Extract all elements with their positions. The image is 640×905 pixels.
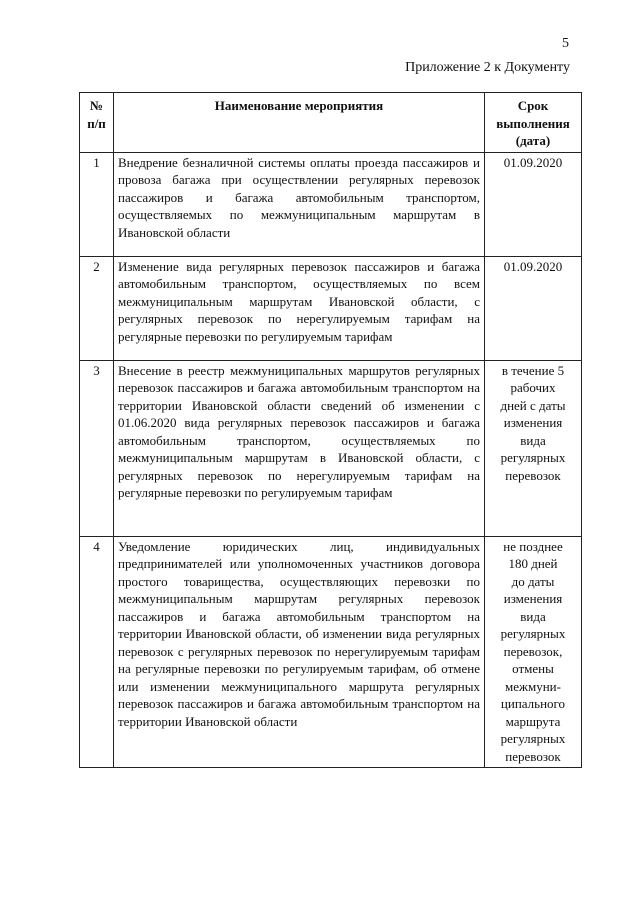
page-number: 5 xyxy=(562,36,569,51)
activity-name: Уведомление юридических лиц, индивидуальных предпринимателей или уполномоченных участников договора простого товарищества, осуществляющих перевозки по межмуниципальным маршрутам регулярных перевозок пассажиров и багажа автомобильным транспортом на территории Ивановской области, об изменении вида регулярных перевозок с регулярных перевозок по нерегулируемым тарифам на регулярные перевозки по регулируемым тарифам, об отмене или изменении межмуниципального маршрута регулярных перевозок пассажиров и багажа автомобильным транспортом на территории Ивановской области xyxy=(114,536,485,768)
table-row xyxy=(80,152,582,256)
column-header-term: Срок выполнения (дата) xyxy=(485,93,582,153)
activity-term: 01.09.2020 xyxy=(485,152,582,256)
column-header-number: № п/п xyxy=(80,93,114,153)
activity-name: Внесение в реестр межмуниципальных маршрутов регулярных перевозок пассажиров и багажа автомобильным транспортом на территории Ивановской области сведений об изменении с 01.06.2020 вида регулярных перевозок пассажиров и багажа автомобильным транспортом, осуществляемых по межмуниципальным маршрутам в Ивановской области, с регулярных перевозок по нерегулируемым тарифам на регулярные перевозки по регулируемым тарифам xyxy=(114,360,485,536)
appendix-label: Приложение 2 к Документу xyxy=(405,60,570,75)
activity-name: Изменение вида регулярных перевозок пассажиров и багажа автомобильным транспортом, осуществляемых по всем межмуниципальным маршрутам Ивановской области, с регулярных перевозок по нерегулируемым тарифам на регулярные перевозки по регулируемым тарифам xyxy=(114,256,485,360)
table-row xyxy=(80,256,582,360)
activity-name: Внедрение безналичной системы оплаты проезда пассажиров и провоза багажа при осуществлении регулярных перевозок пассажиров и багажа автомобильным транспортом, осуществляемых по межмуниципальным маршрутам в Ивановской области xyxy=(114,152,485,256)
row-number: 2 xyxy=(80,256,114,360)
row-number: 1 xyxy=(80,152,114,256)
activity-term: в течение 5 рабочих дней с даты изменения вида регулярных перевозок xyxy=(485,360,582,536)
activity-term: не позднее 180 дней до даты изменения вида регулярных перевозок, отмены межмуни- ципального маршрута регулярных перевозок xyxy=(485,536,582,768)
row-number: 4 xyxy=(80,536,114,768)
activity-term: 01.09.2020 xyxy=(485,256,582,360)
row-number: 3 xyxy=(80,360,114,536)
column-header-name: Наименование мероприятия xyxy=(114,93,485,153)
activities-table xyxy=(79,92,582,768)
table-row xyxy=(80,536,582,768)
table-row xyxy=(80,360,582,536)
table-header-row xyxy=(80,93,582,153)
